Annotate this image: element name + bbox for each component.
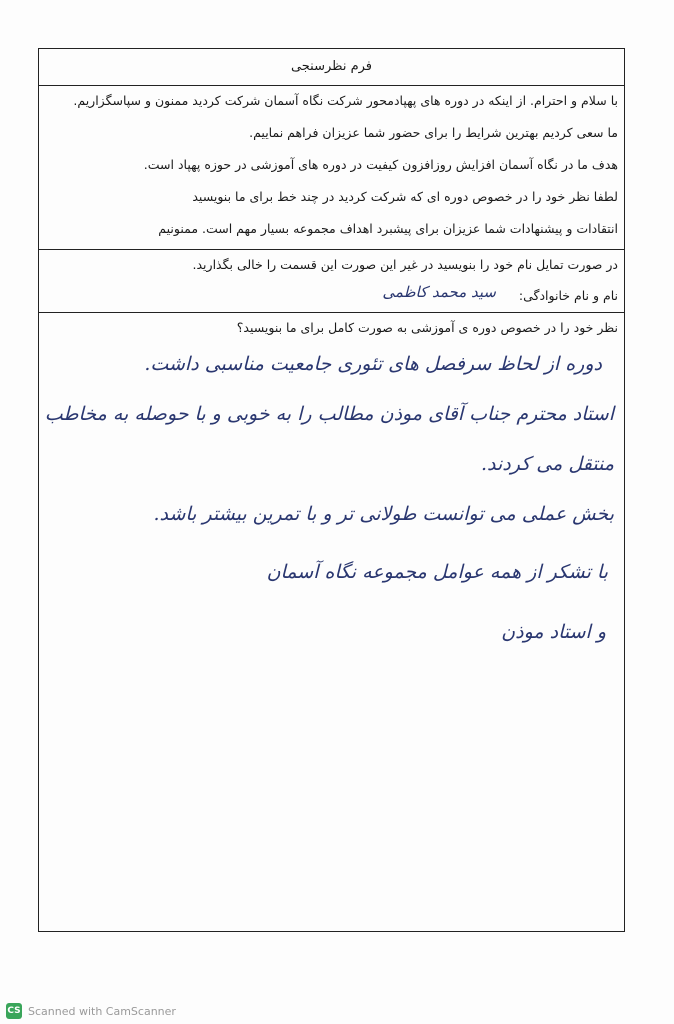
intro-line: لطفا نظر خود را در خصوص دوره ای که شرکت کردید در چند خط برای ما بنویسید — [192, 189, 618, 204]
intro-line: انتقادات و پیشنهادات شما عزیزان برای پیشبرد اهداف مجموعه بسیار مهم است. ممنونیم — [158, 221, 618, 236]
handwritten-line: و استاد موذن — [501, 621, 606, 643]
handwritten-line: منتقل می کردند. — [480, 453, 614, 475]
divider — [39, 85, 624, 86]
scanner-label: Scanned with CamScanner — [28, 1004, 176, 1018]
name-instruction: در صورت تمایل نام خود را بنویسید در غیر این صورت این قسمت را خالی بگذارید. — [192, 257, 618, 272]
intro-line: با سلام و احترام. از اینکه در دوره های پهپادمحور شرکت نگاه آسمان شرکت کردید ممنون و سپاسگزاریم. — [73, 93, 618, 108]
handwritten-name: سید محمد کاظمی — [382, 283, 496, 301]
divider — [39, 312, 624, 313]
handwritten-line: دوره از لحاظ سرفصل های تئوری جامعیت مناسبی داشت. — [144, 353, 602, 375]
handwritten-line: بخش عملی می توانست طولانی تر و با تمرین بیشتر باشد. — [153, 503, 614, 525]
handwritten-line: با تشکر از همه عوامل مجموعه نگاه آسمان — [266, 561, 608, 583]
divider — [39, 249, 624, 250]
intro-line: ما سعی کردیم بهترین شرایط را برای حضور شما عزیزان فراهم نماییم. — [249, 125, 618, 140]
camscanner-logo-icon: CS — [6, 1003, 22, 1019]
handwritten-line: استاد محترم جناب آقای موذن مطالب را به خوبی و با حوصله به مخاطب — [44, 403, 614, 425]
name-label: نام و نام خانوادگی: — [518, 288, 618, 303]
survey-form-table — [38, 48, 625, 932]
feedback-question: نظر خود را در خصوص دوره ی آموزشی به صورت کامل برای ما بنویسید؟ — [236, 320, 618, 335]
intro-line: هدف ما در نگاه آسمان افزایش روزافزون کیفیت در دوره های آموزشی در حوزه پهپاد است. — [143, 157, 618, 172]
form-title: فرم نظرسنجی — [290, 59, 373, 74]
camscanner-watermark — [0, 998, 674, 1024]
